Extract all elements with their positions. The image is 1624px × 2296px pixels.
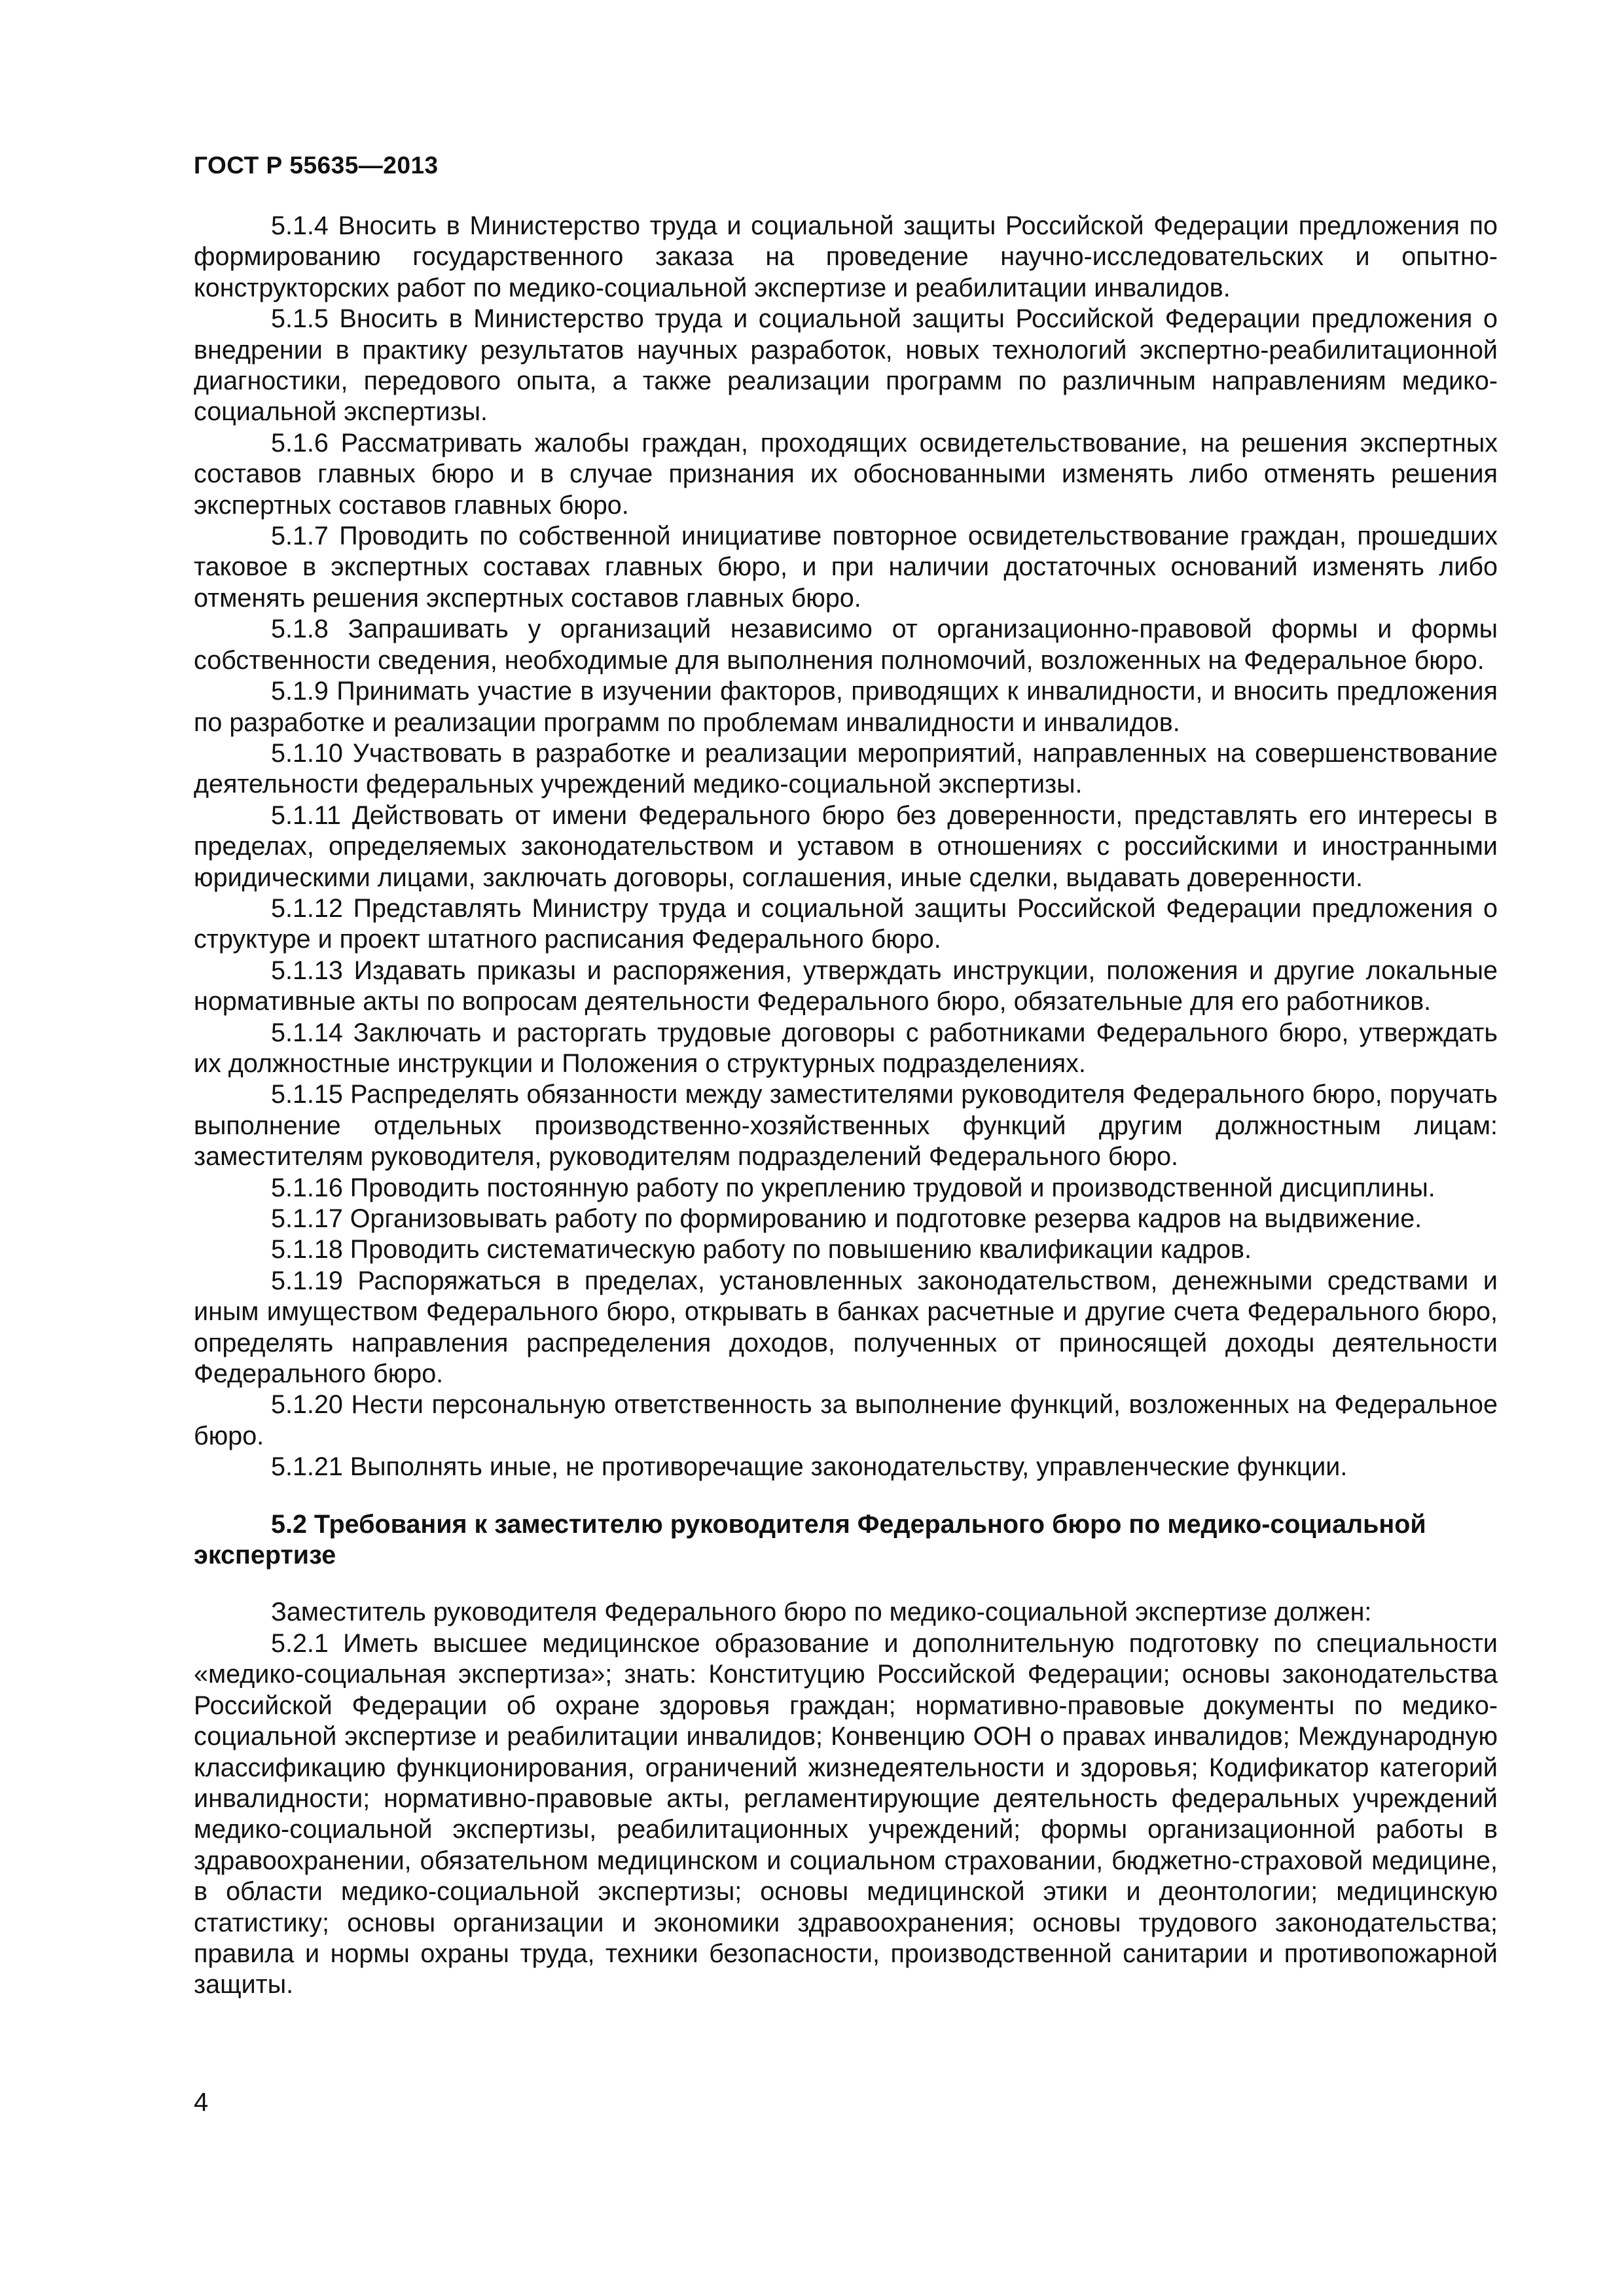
paragraph-5-1-16: 5.1.16 Проводить постоянную работу по укреплению трудовой и производственной дисциплины. bbox=[271, 1173, 1435, 1202]
paragraph-5-1-7: 5.1.7 Проводить по собственной инициативе повторное освидетельствование граждан, прошедших таковое в экспертных составах главных бюро, и при наличии достаточных оснований изменять либо отменять решения экспертных составов главных бюро. bbox=[194, 522, 1498, 613]
document-body bbox=[194, 211, 1498, 2001]
paragraph-5-1-19: 5.1.19 Распоряжаться в пределах, установленных законодательством, денежными средствами и иным имуществом Федерального бюро, открывать в банках расчетные и другие счета Федерального бюро, определять направления распределения доходов, полученных от приносящей доходы деятельности Федерального бюро. bbox=[194, 1266, 1498, 1389]
page-number: 4 bbox=[194, 2088, 209, 2117]
paragraph-5-2-1: 5.2.1 Иметь высшее медицинское образование и дополнительную подготовку по специальности «медико-социальная экспертиза»; знать: Конституцию Российской Федерации; основы законодательства Российской Федерации об охране здоровья граждан; нормативно-правовые документы по медико-социальной экспертизе и реабилитации инвалидов; Конвенцию ООН о правах инвалидов; Международную классификацию функционирования, ограничений жизнедеятельности и здоровья; Кодификатор категорий инвалидности; нормативно-правовые акты, регламентирующие деятельность федеральных учреждений медико-социальной экспертизы, реабилитационных учреждений; формы организационной работы в здравоохранении, обязательном медицинском и социальном страховании, бюджетно-страховой медицине, в области медико-социальной экспертизы; основы медицинской этики и деонтологии; медицинскую статистику; основы организации и экономики здравоохранения; основы трудового законодательства; правила и нормы охраны труда, техники безопасности, производственной санитарии и противопожарной защиты. bbox=[194, 1628, 1498, 2000]
section-heading-5-2: 5.2 Требования к заместителю руководителя Федерального бюро по медико-социальной экспертизе bbox=[194, 1509, 1426, 1570]
paragraph-5-1-6: 5.1.6 Рассматривать жалобы граждан, проходящих освидетельствование, на решения экспертных составов главных бюро и в случае признания их обоснованными изменять либо отменять решения экспертных составов главных бюро. bbox=[194, 428, 1498, 520]
paragraph-5-1-17: 5.1.17 Организовывать работу по формированию и подготовке резерва кадров на выдвижение. bbox=[271, 1204, 1422, 1233]
paragraph-5-1-10: 5.1.10 Участвовать в разработке и реализации мероприятий, направленных на совершенствование деятельности федеральных учреждений медико-социальной экспертизы. bbox=[194, 738, 1498, 799]
paragraph-5-1-4: 5.1.4 Вносить в Министерство труда и социальной защиты Российской Федерации предложения по формированию государственного заказа на проведение научно-исследовательских и опытно-конструкторских работ по медико-социальной экспертизе и реабилитации инвалидов. bbox=[194, 211, 1498, 302]
paragraph-5-1-20: 5.1.20 Нести персональную ответственность за выполнение функций, возложенных на Федеральное бюро. bbox=[194, 1390, 1498, 1450]
paragraph-5-1-9: 5.1.9 Принимать участие в изучении факторов, приводящих к инвалидности, и вносить предложения по разработке и реализации программ по проблемам инвалидности и инвалидов. bbox=[194, 677, 1498, 737]
paragraph-5-1-12: 5.1.12 Представлять Министру труда и социальной защиты Российской Федерации предложения о структуре и проект штатного расписания Федерального бюро. bbox=[194, 893, 1498, 954]
paragraph-5-1-8: 5.1.8 Запрашивать у организаций независимо от организационно-правовой формы и формы собственности сведения, необходимые для выполнения полномочий, возложенных на Федеральное бюро. bbox=[194, 615, 1498, 675]
paragraph-5-1-21: 5.1.21 Выполнять иные, не противоречащие законодательству, управленческие функции. bbox=[271, 1452, 1348, 1482]
paragraph-5-1-11: 5.1.11 Действовать от имени Федерального бюро без доверенности, представлять его интересы в пределах, определяемых законодательством и уставом в отношениях с российскими и иностранными юридическими лицами, заключать договоры, соглашения, иные сделки, выдавать доверенности. bbox=[194, 800, 1498, 892]
paragraph-5-1-5: 5.1.5 Вносить в Министерство труда и социальной защиты Российской Федерации предложения о внедрении в практику результатов научных разработок, новых технологий экспертно-реабилитационной диагностики, передового опыта, а также реализации программ по различным направлениям медико-социальной экспертизы. bbox=[194, 304, 1498, 427]
paragraph-5-1-14: 5.1.14 Заключать и расторгать трудовые договоры с работниками Федерального бюро, утверждать их должностные инструкции и Положения о структурных подразделениях. bbox=[194, 1018, 1498, 1078]
paragraph-intro-5-2: Заместитель руководителя Федерального бюро по медико-социальной экспертизе должен: bbox=[271, 1598, 1372, 1627]
paragraph-5-1-18: 5.1.18 Проводить систематическую работу по повышению квалификации кадров. bbox=[271, 1235, 1252, 1265]
paragraph-5-1-15: 5.1.15 Распределять обязанности между заместителями руководителя Федерального бюро, поручать выполнение отдельных производственно-хозяйственных функций другим должностным лицам: заместителям руководителя, руководителям подразделений Федерального бюро. bbox=[194, 1080, 1498, 1172]
standard-code-header: ГОСТ Р 55635—2013 bbox=[194, 152, 439, 179]
paragraph-5-1-13: 5.1.13 Издавать приказы и распоряжения, утверждать инструкции, положения и другие локальные нормативные акты по вопросам деятельности Федерального бюро, обязательные для его работников. bbox=[194, 956, 1498, 1016]
